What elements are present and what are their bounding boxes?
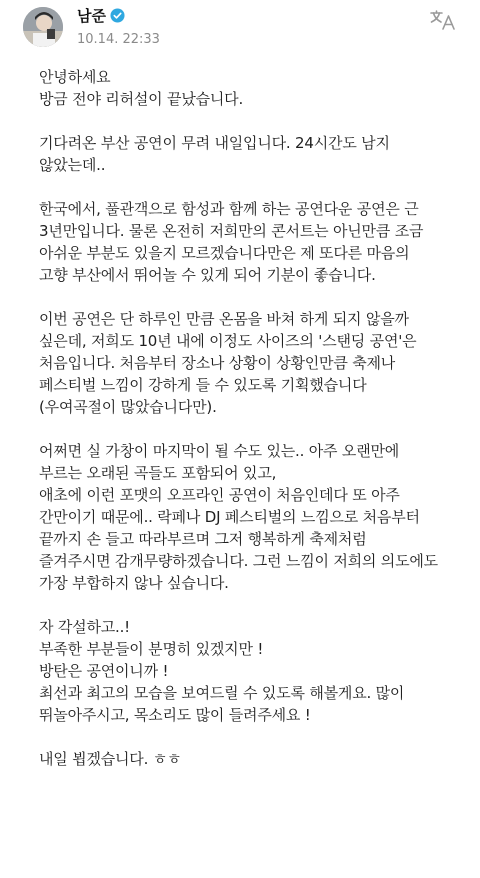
author-name[interactable] [77,5,125,26]
post-paragraph [39,198,469,286]
post-paragraph [39,440,469,594]
post-timestamp: 10.14. 22:33 [77,32,160,47]
post-line: 애초에 이런 포맷의 오프라인 공연이 처음인데다 또 아주 [39,486,400,504]
post-body [39,66,469,792]
post-line: 이번 공연은 단 하루인 만큼 온몸을 바쳐 하게 되지 않을까 [39,310,409,328]
post-line: 기다려온 부산 공연이 무려 내일입니다. 24시간도 남지 [39,134,390,152]
post-paragraph [39,616,469,726]
post-line: 안녕하세요 [39,68,111,86]
verified-badge-icon [110,8,125,23]
post-line: 처음입니다. 처음부터 장소나 상황이 상황인만큼 축제나 [39,354,396,372]
post-line: 간만이기 때문에.. 락페나 DJ 페스티벌의 느낌으로 처음부터 [39,508,420,526]
post-paragraph [39,308,469,418]
post-line: 내일 뵙겠습니다. ㅎㅎ [39,750,182,768]
post-header [0,0,480,56]
avatar[interactable] [23,7,63,47]
post-line: 아쉬운 부분도 있을지 모르겠습니다만은 제 또다른 마음의 [39,244,410,262]
translate-icon[interactable] [430,9,456,31]
author-name-text: 남준 [77,7,106,25]
post-line: (우여곡절이 많았습니다만). [39,398,217,416]
post-line: 한국에서, 풀관객으로 함성과 함께 하는 공연다운 공연은 근 [39,200,419,218]
post-paragraph [39,132,469,176]
post-paragraph [39,748,469,770]
post-line: 않았는데.. [39,156,106,174]
post-line: 싶은데, 저희도 10년 내에 이정도 사이즈의 '스탠딩 공연'은 [39,332,417,350]
post-line: 부족한 부분들이 분명히 있겠지만 ! [39,640,264,658]
post-line: 뛰놀아주시고, 목소리도 많이 들려주세요 ! [39,706,311,724]
post-line: 자 각설하고..! [39,618,130,636]
post-line: 끝까지 손 들고 따라부르며 그저 행복하게 축제처럼 [39,530,367,548]
post-line: 방탄은 공연이니까 ! [39,662,169,680]
post-line: 페스티벌 느낌이 강하게 들 수 있도록 기획했습니다 [39,376,367,394]
post-line: 가장 부합하지 않나 싶습니다. [39,574,229,592]
post-line: 최선과 최고의 모습을 보여드릴 수 있도록 해볼게요. 많이 [39,684,405,702]
post-line: 3년만입니다. 물론 온전히 저희만의 콘서트는 아닌만큼 조금 [39,222,424,240]
post-line: 방금 전야 리허설이 끝났습니다. [39,90,244,108]
post-line: 부르는 오래된 곡들도 포함되어 있고, [39,464,277,482]
post-line: 즐겨주시면 감개무량하겠습니다. 그런 느낌이 저희의 의도에도 [39,552,438,570]
post-line: 어쩌면 실 가창이 마지막이 될 수도 있는.. 아주 오랜만에 [39,442,400,460]
post-paragraph [39,66,469,110]
post-line: 고향 부산에서 뛰어놀 수 있게 되어 기분이 좋습니다. [39,266,376,284]
